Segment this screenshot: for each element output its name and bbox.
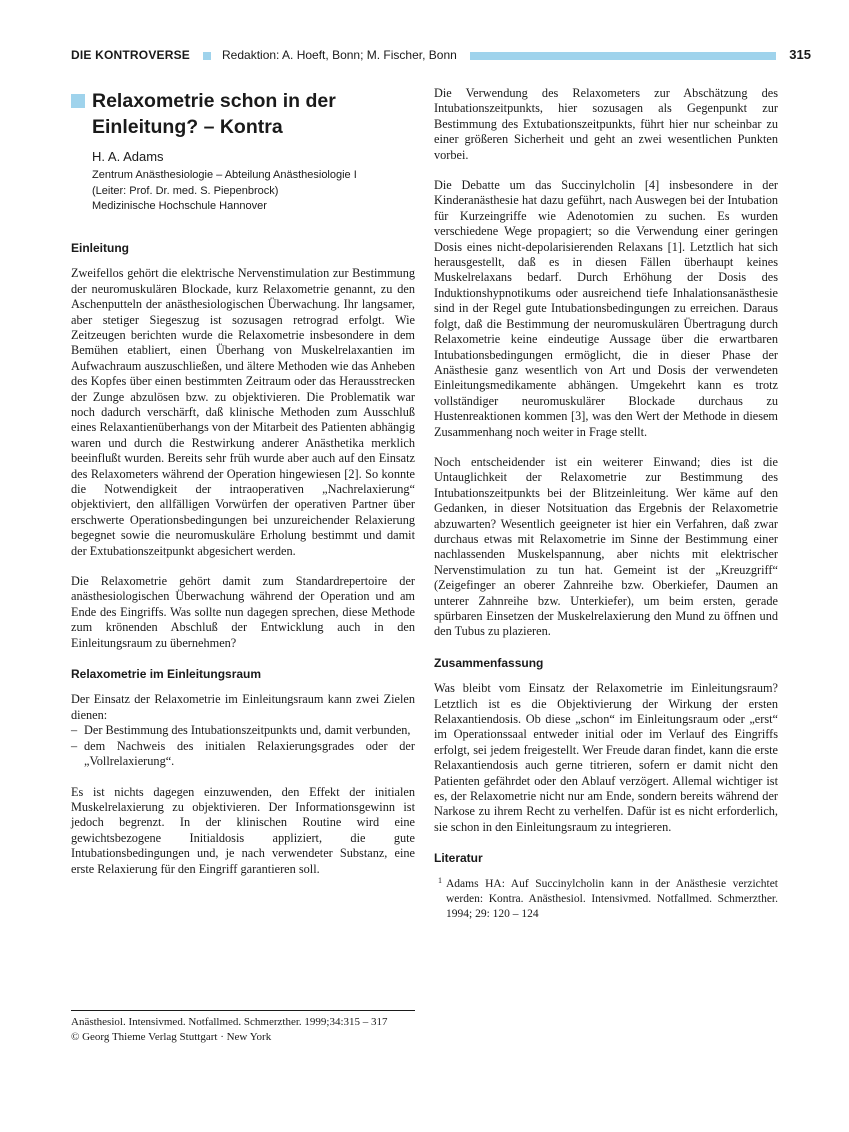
author-name: H. A. Adams [92,149,164,164]
paragraph: Es ist nichts dagegen einzuwenden, den Effekt der initialen Muskelrelaxierung zu objektivieren. Der Informationsgewinn ist jedoch begrenzt. In der klinischen Routine wird eine gewichtsbezogene Initialdosis appliziert, die gute Intubationsbedingungen und, je nach verwendeter Substanz, eine erste Relaxierung für den Eingriff garantieren soll. [71,784,415,876]
list-item-text: dem Nachweis des initialen Relaxierungsgrades oder der „Vollrelaxierung“. [84,738,415,769]
title-line-1: Relaxometrie schon in der [92,90,336,112]
reference-number: 1 [438,875,442,885]
paragraph: Die Relaxometrie gehört damit zum Standardrepertoire der anästhesiologischen Überwachung während der Operation und am Ende des Eingriffs. Was sollte nun dagegen sprechen, diese Methode zum krönenden Abschluß der Entwicklung auch in den Einleitungsraum zu übernehmen? [71,574,415,650]
copyright-line: © Georg Thieme Verlag Stuttgart · New York [71,1031,272,1043]
right-column [434,86,778,922]
heading-einleitung: Einleitung [71,240,129,255]
heading-zusammenfassung: Zusammenfassung [434,655,544,670]
paragraph: Der Einsatz der Relaxometrie im Einleitungsraum kann zwei Zielen dienen: [71,692,415,722]
heading-literatur: Literatur [434,851,483,866]
reference-text: Adams HA: Auf Succinylcholin kann in der Anästhesie verzichtet werden: Kontra. Anästhesiol. Intensivmed. Notfallmed. Schmerzther. 1994; 29: 120 – 124 [446,877,778,920]
editors-line: Redaktion: A. Hoeft, Bonn; M. Fischer, Bonn [222,48,457,62]
header-square-marker [203,52,211,60]
affiliation-line: Zentrum Anästhesiologie – Abteilung Anästhesiologie I [92,169,357,182]
title-line-2: Einleitung? – Kontra [92,116,283,138]
list-item [71,723,415,738]
affiliation-line: (Leiter: Prof. Dr. med. S. Piepenbrock) [92,184,279,197]
list-dash: – [71,738,78,753]
affiliation [92,168,415,215]
list-dash: – [71,723,78,738]
running-header [71,47,811,65]
reference-item [434,877,778,922]
title-block [71,88,415,215]
header-accent-bar [470,52,776,60]
heading-einleitungsraum: Relaxometrie im Einleitungsraum [71,667,262,682]
left-column [71,86,415,877]
paragraph: Noch entscheidender ist ein weiterer Einwand; dies ist die Untauglichkeit der Relaxometrie zur Bestimmung des Intubationszeitpunkts bei der Blitzeinleitung. Wer käme auf den Gedanken, in dieser Notsituation das Ergebnis der Relaxometrie abzuwarten? Wesentlich geeigneter ist hier ein Verfahren, daß zwar durchaus etwas mit Relaxometrie im Sinne der Bestimmung einer nachlassenden Muskelspannung, aber nichts mit elektrischer Nervenstimulation zu tun hat. Gemeint ist der „Kreuzgriff“ (Zeigefinger an oberer Zahnreihe bzw. Oberkiefer, Daumen an unterer Zahnreihe bzw. Unterkiefer), um beim ersten, gerade spürbaren Einsetzen der Muskelrelaxierung den Mund zu öffnen und den Tubus zu plazieren. [434,454,778,639]
goals-list [71,723,415,769]
page-number: 315 [789,47,811,62]
page-footer [71,1010,415,1045]
title-square-marker [71,94,85,108]
paragraph: Die Verwendung des Relaxometers zur Abschätzung des Intubationszeitpunkts, hier sozusagen als Gegenpunkt zur Bestimmung des Extubationszeitpunkts, führt hier nur scheinbar zu einer größeren Sicherheit und geht an zwei wesentlichen Punkten vorbei. [434,86,778,162]
journal-citation: Anästhesiol. Intensivmed. Notfallmed. Schmerzther. 1999;34:315 – 317 [71,1016,388,1028]
paragraph: Die Debatte um das Succinylcholin [4] insbesondere in der Kinderanästhesie hat dazu geführt, nach Auswegen bei der Intubation für Kurzeingriffe wie Adenotomien zu suchen. Es wurden verschiedene Wege propagiert; so die Verwendung einer geringen Dosis eines nicht-depolarisierenden Relaxans [1]. Letztlich hat sich herausgestellt, daß es in diesen Fällen überhaupt keines Muskelrelaxans bedarf. Durch Erhöhung der Dosis des Induktionshypnotikums oder ausreichend tiefe Inhalationsanästhesie sind in der Regel gute Intubationsbedingungen zu erreichen. Daraus folgt, daß die Bestimmung der neuromuskulären Übertragung durch Relaxometrie keine eindeutige Aussage über die erwartbaren Intubationsbedingungen ermöglicht, die in dieser Phase der Anästhesie ganz wesentlich von Art und Dosis der verwendeten Einleitungsmedikamente abhängen. Umgekehrt kann es trotz vollständiger neuromuskulärer Blockade durchaus zu Hustenreaktionen kommen [3], was den Wert der Methode in diesem Zusammenhang noch weiter in Frage stellt. [434,178,778,439]
list-item [71,739,415,770]
list-item-text: Der Bestimmung des Intubationszeitpunkts und, damit verbunden, [84,723,411,738]
article-title [92,88,415,140]
section-label: DIE KONTROVERSE [71,48,191,62]
affiliation-line: Medizinische Hochschule Hannover [92,200,267,213]
paragraph: Was bleibt vom Einsatz der Relaxometrie im Einleitungsraum? Letztlich ist es die Objektivierung der Wirkung der ersten Relaxantiendosis. Ob diese „schon“ im Einleitungsraum oder „erst“ im Operationssaal entweder initial oder im Verlauf des Eingriffs erfolgt, sei jedem freigestellt. Wer Freude daran findet, kann die erste Relaxantiendosis auch gerne titrieren, sofern er damit nicht den Patienten gefährdet oder den Ablauf verzögert. Allemal wichtiger ist es, der Relaxometrie nicht nur am Ende, sondern bereits während der Narkose zu ihrem Recht zu verhelfen. Dafür ist es nicht erforderlich, sie schon in den Einleitungsraum zu integrieren. [434,681,778,834]
paragraph: Zweifellos gehört die elektrische Nervenstimulation zur Bestimmung der neuromuskulären Blockade, kurz Relaxometrie genannt, zu den Aschenputteln der anästhesiologischen Überwachung. Ihr langsamer, aber stetiger Siegeszug ist sozusagen retrograd erfolgt. Wie Zeitzeugen berichten wurde die Relaxometrie insbesondere in dem Bemühen etabliert, einen Überhang von Muskelrelaxantien im Aufwachraum auszuschließen, und ältere Methoden wie das Anheben des Kopfes über einen bestimmten Zeitraum oder das Herausstrecken der Zunge abzulösen bzw. zu objektivieren. Die Problematik war noch dadurch verschärft, daß klinische Methoden zum Ausschluß eines Relaxantienüberhangs von der Mitarbeit des Patienten abhängig waren und durch die Restwirkung anderer Anästhetika merklich beeinflußt wurden. Bereits sehr früh wurde aber auch auf den Einsatz des Relaxometers während der Operation hingewiesen [2]. So konnte die Notwendigkeit der intraoperativen „Nachrelaxierung“ objektiviert, den allfälligen Vorwürfen der operativen Partner über erschwerte Operationsbedingungen bei unzureichender Relaxierung begegnet sowie die neuromuskuläre Erholung bestimmt und damit der Extubationszeitpunkt abgesichert werden. [71,266,415,558]
